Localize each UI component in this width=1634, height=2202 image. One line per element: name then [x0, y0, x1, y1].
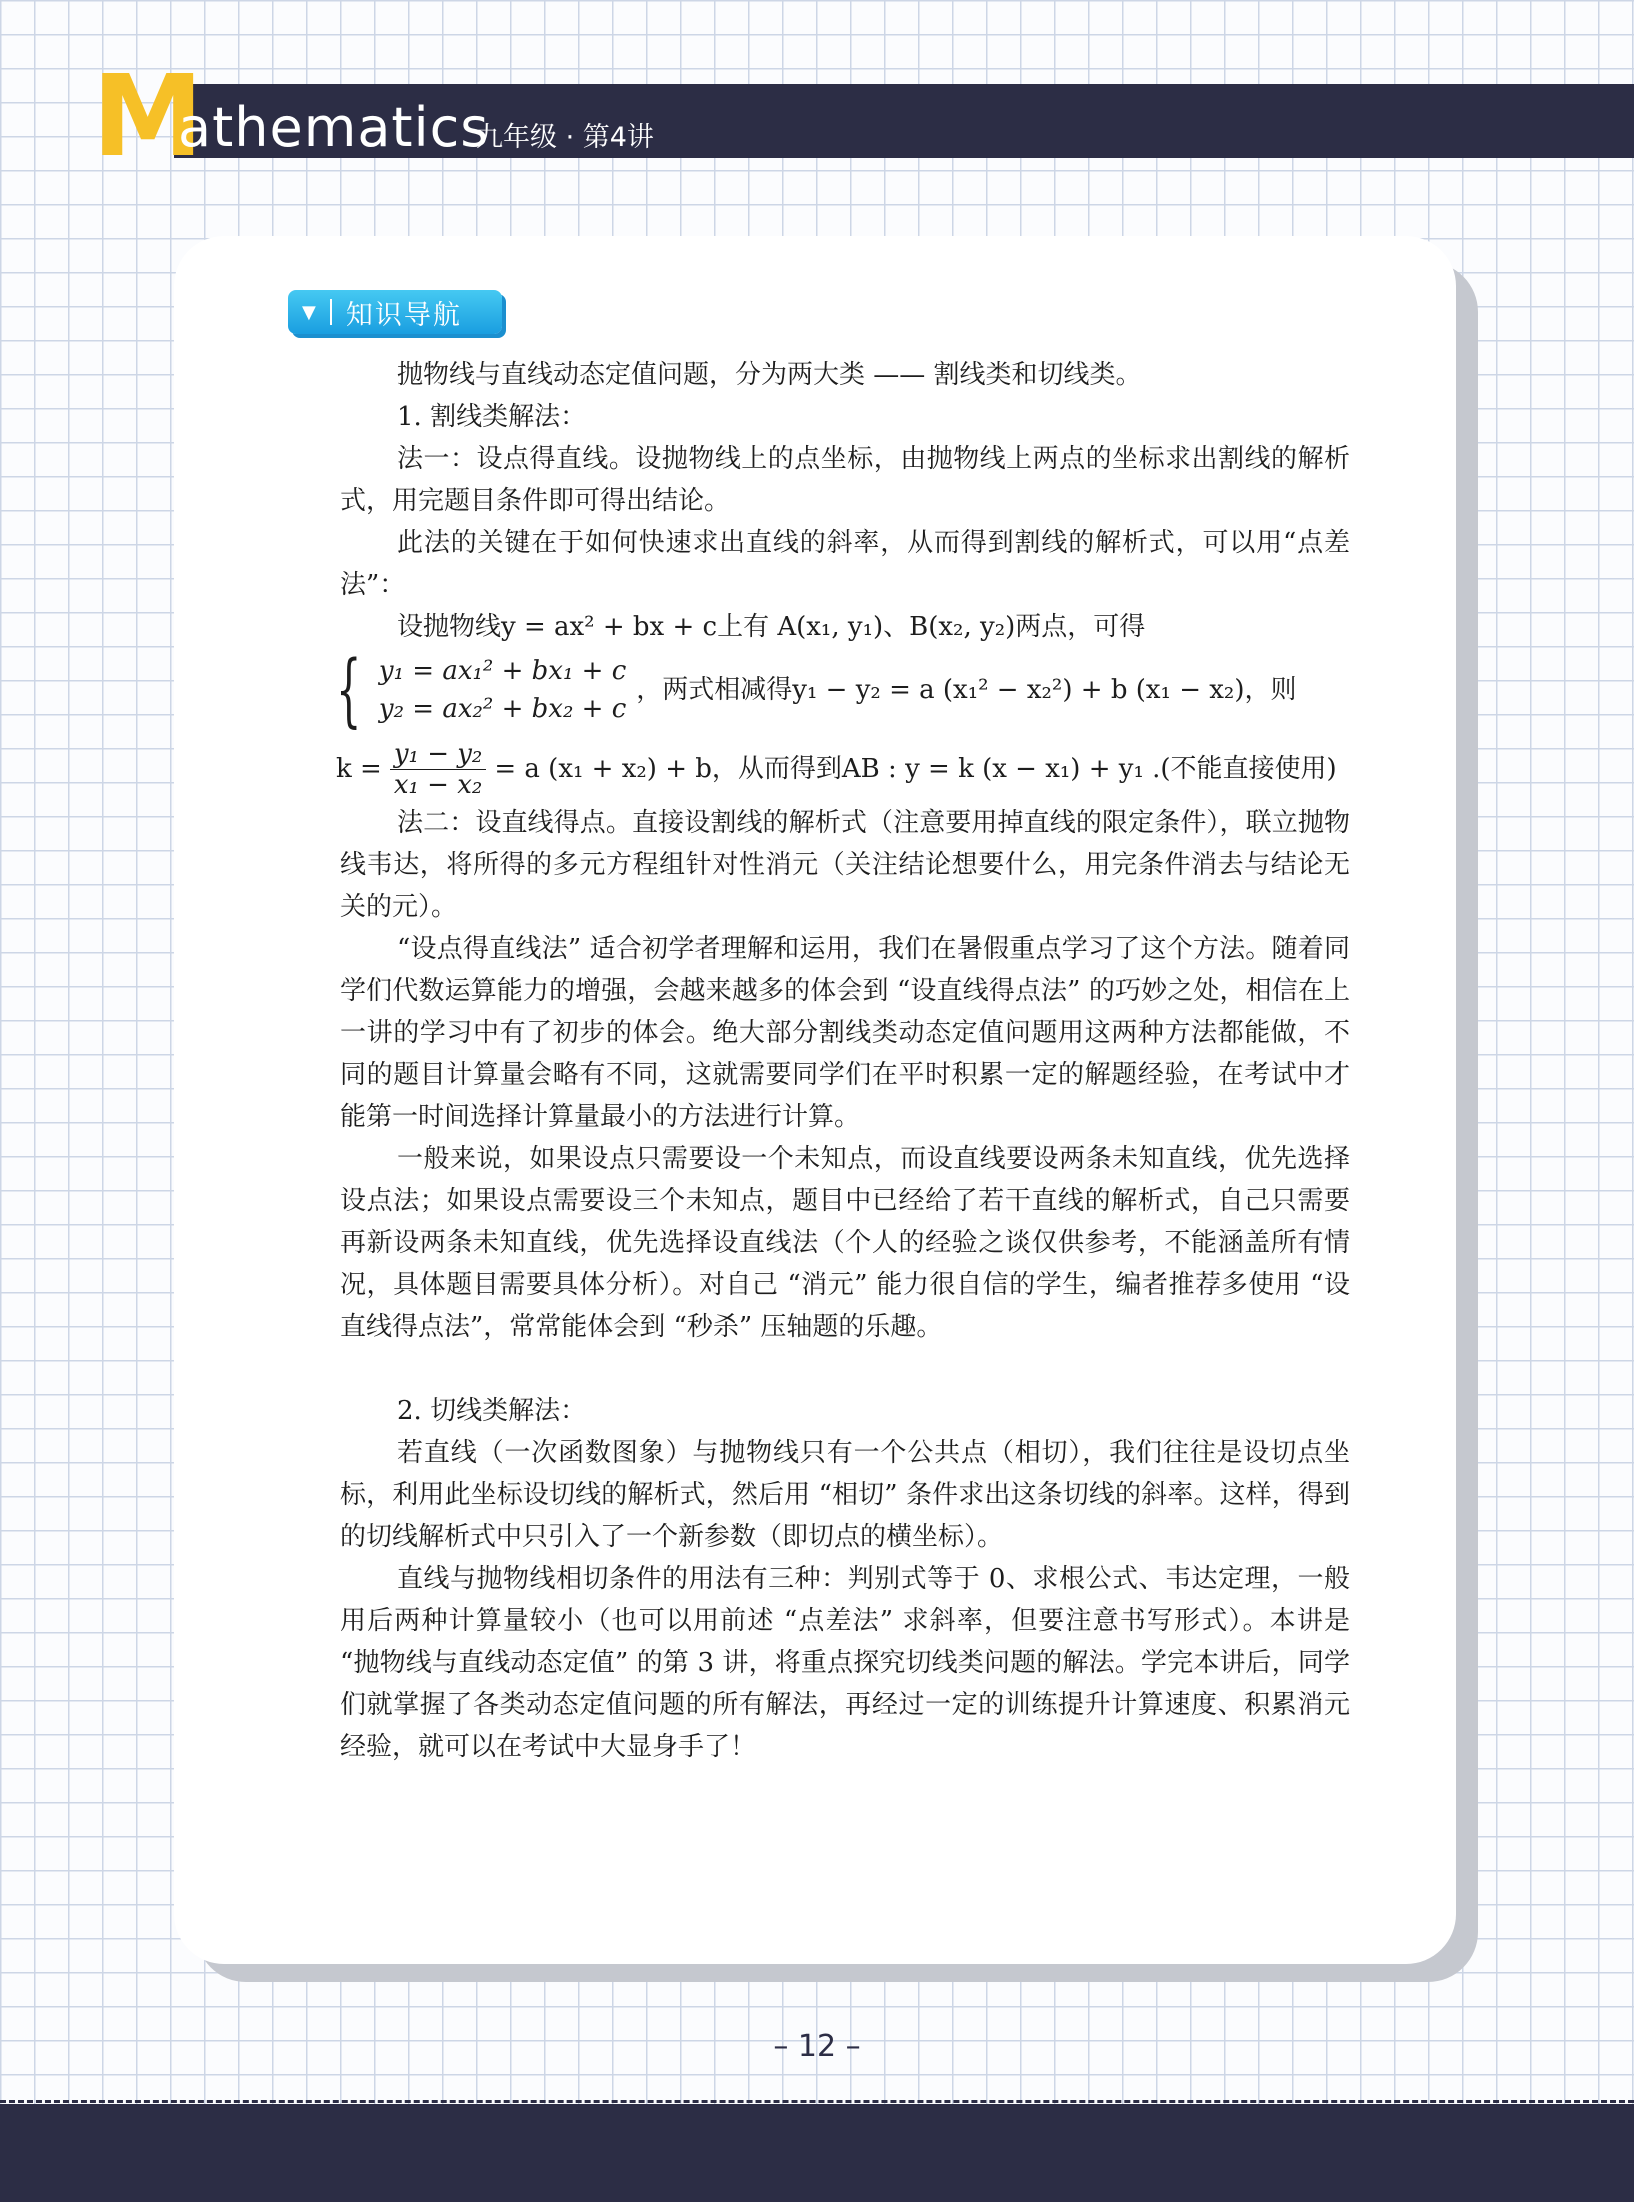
equation-line: y₂ = ax₂² + bx₂ + c [378, 694, 627, 724]
slope-rhs: = a (x₁ + x₂) + b，从而得到AB : y = k (x − x₁) + y₁ .(不能直接使用) [494, 754, 1337, 784]
fraction-denominator: x₁ − x₂ [393, 769, 483, 800]
equation-line: y₁ = ax₁² + bx₁ + c [378, 656, 627, 686]
paragraph: 法二：设直线得点。直接设割线的解析式（注意要用掉直线的限定条件），联立抛物线韦达，将所得的多元方程组针对性消元（关注结论想要什么，用完条件消去与结论无关的元）。 [340, 808, 1350, 922]
logo-letter: M [92, 52, 204, 182]
equation-lines [379, 652, 626, 728]
equation-system [336, 643, 1350, 736]
left-brace: { [336, 643, 362, 736]
paragraph: 2. 切线类解法： [397, 1396, 587, 1426]
paragraph: 1. 割线类解法： [397, 402, 587, 432]
page-number: – 12 – [773, 2029, 861, 2064]
section-tag-label: 知识导航 [345, 299, 462, 331]
fraction-numerator: y₁ − y₂ [390, 739, 487, 770]
paragraph: 抛物线与直线动态定值问题，分为两大类 —— 割线类和切线类。 [397, 360, 1142, 390]
spacer [340, 1348, 1350, 1390]
chapter-subtitle: 九年级 · 第4讲 [476, 122, 654, 153]
footer-bar [0, 2104, 1634, 2202]
equation-explanation: ，两式相减得y₁ − y₂ = a (x₁² − x₂²) + b (x₁ − x₂)，则 [636, 675, 1297, 705]
footer-dashed-line [0, 2100, 1634, 2103]
slope-formula [336, 736, 1350, 802]
paragraph: 设抛物线y = ax² + bx + c上有 A(x₁, y₁)、B(x₂, y₂)两点，可得 [397, 612, 1146, 642]
tag-divider [330, 299, 332, 325]
fraction [390, 739, 487, 800]
paragraph: “设点得直线法” 适合初学者理解和运用，我们在暑假重点学习了这个方法。随着同学们代数运算能力的增强，会越来越多的体会到 “设直线得点法” 的巧妙之处，相信在上一讲的学习中有了初步的体会。绝大部分割线类动态定值问题用这两种方法都能做，不同的题目计算量会略有不同，这就需要同学们在平时积累一定的解题经验，在考试中才能第一时间选择计算量最小的方法进行计算。 [340, 934, 1350, 1132]
paragraph: 一般来说，如果设点只需要设一个未知点，而设直线要设两条未知直线，优先选择设点法；如果设点需要设三个未知点，题目中已经给了若干直线的解析式，自己只需要再新设两条未知直线，优先选择设直线法（个人的经验之谈仅供参考，不能涵盖所有情况，具体题目需要具体分析）。对自己 “消元” 能力很自信的学生，编者推荐多使用 “设直线得点法”，常常能体会到 “秒杀” 压轴题的乐趣。 [340, 1144, 1350, 1342]
slope-lhs: k = [336, 754, 382, 784]
paragraph: 若直线（一次函数图象）与抛物线只有一个公共点（相切），我们往往是设切点坐标，利用此坐标设切线的解析式，然后用 “相切” 条件求出这条切线的斜率。这样，得到的切线解析式中只引入了一个新参数（即切点的横坐标）。 [340, 1438, 1350, 1552]
logo-word: athematics [178, 96, 490, 159]
paragraph: 法一：设点得直线。设抛物线上的点坐标，由抛物线上两点的坐标求出割线的解析式，用完题目条件即可得出结论。 [340, 444, 1350, 516]
paragraph: 直线与抛物线相切条件的用法有三种：判别式等于 0、求根公式、韦达定理，一般用后两种计算量较小（也可以用前述 “点差法” 求斜率，但要注意书写形式）。本讲是 “抛物线与直线动态定值” 的第 3 讲，将重点探究切线类问题的解法。学完本讲后，同学们就掌握了各类动态定值问题的所有解法，再经过一定的训练提升计算速度、积累消元经验，就可以在考试中大显身手了！ [340, 1564, 1350, 1762]
section-tag [288, 290, 502, 334]
article-body [336, 354, 1350, 1768]
paragraph: 此法的关键在于如何快速求出直线的斜率，从而得到割线的解析式，可以用“点差法”： [340, 528, 1350, 600]
triangle-down-icon: ▼ [302, 301, 316, 323]
